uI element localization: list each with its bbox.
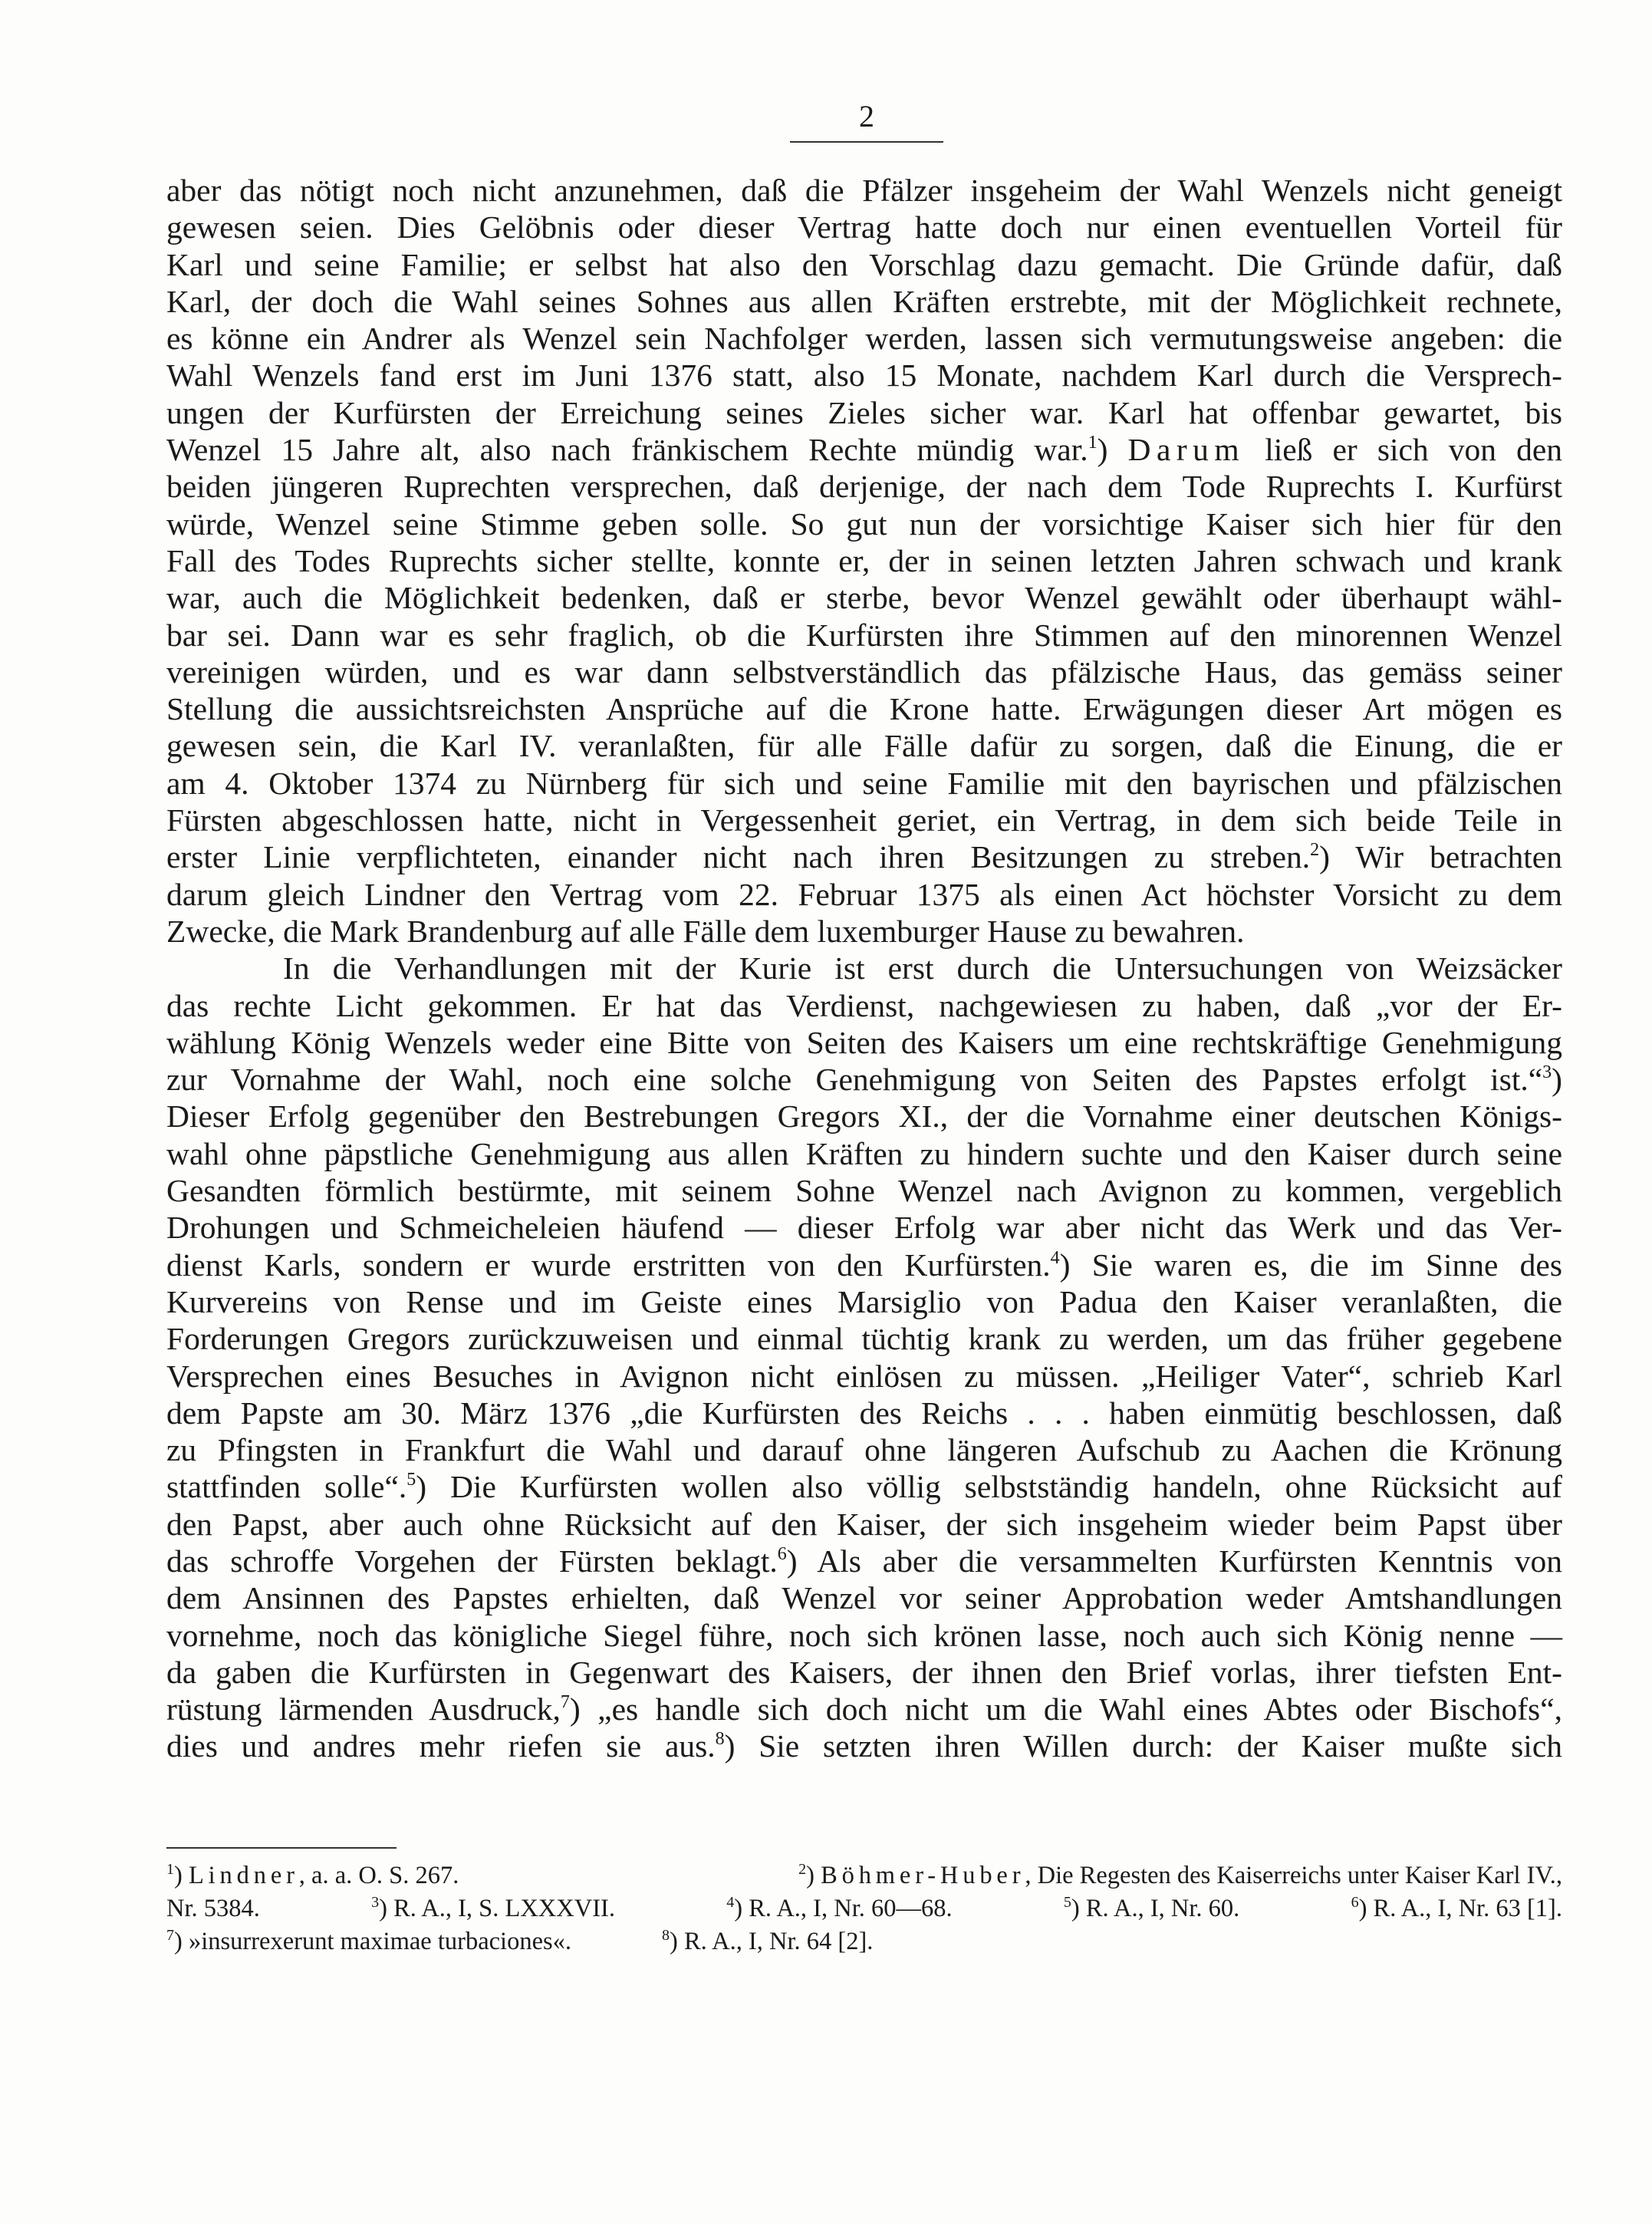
text-line: In die Verhandlungen mit der Kurie ist erst durch die Untersuchungen von Weizsäcker [283, 950, 1562, 986]
footnote-ref: 1 [1088, 433, 1097, 453]
footnote-ref: 5 [406, 1470, 416, 1490]
footnote-line [166, 1892, 1562, 1925]
footnote-2: $^2$) Böhmer-Huber, Die Regesten des Kaiserreichs unter Kaiser Karl IV., [798, 1861, 1562, 1889]
text-line: rüstung lärmenden Ausdruck,$^7$) „es handle sich doch nicht um die Wahl eines Abtes oder Bischofs“, [166, 1691, 1562, 1727]
page-number: 2 [859, 99, 874, 133]
text-line: Dieser Erfolg gegenüber den Bestrebungen Gregors XI., der die Vornahme einer deutschen Königs- [166, 1098, 1562, 1135]
footnote-ref: 6 [777, 1543, 787, 1564]
text-line: zur Vornahme der Wahl, noch eine solche Genehmigung von Seiten des Papstes erfolgt ist.“$^3$) [166, 1062, 1562, 1098]
footnote-ref: 7 [560, 1692, 570, 1713]
text-line: wählung König Wenzels weder eine Bitte von Seiten des Kaisers um eine rechtskräftige Genehmigung [166, 1024, 1562, 1060]
text-line: den Papst, aber auch ohne Rücksicht auf den Kaiser, der sich insgeheim wieder beim Papst über [166, 1506, 1562, 1542]
spaced-emphasis: Darum [1127, 432, 1246, 468]
text-line: ungen der Kurfürsten der Erreichung seines Zieles sicher war. Karl hat offenbar gewartet, bis [166, 394, 1562, 430]
text-line: vereinigen würden, und es war dann selbstverständlich das pfälzische Haus, das gemäss seiner [166, 654, 1562, 690]
footnote-1: $^1$) Lindner, a. a. O. S. 267. [166, 1861, 459, 1889]
text-line: da gaben die Kurfürsten in Gegenwart des Kaisers, der ihnen den Brief vorlas, ihrer tiefsten Ent- [166, 1654, 1562, 1690]
text-line: das rechte Licht gekommen. Er hat das Verdienst, nachgewiesen zu haben, daß „vor der Er- [166, 987, 1562, 1023]
text-line: dem Ansinnen des Papstes erhielten, daß Wenzel vor seiner Approbation weder Amtshandlungen [166, 1580, 1562, 1616]
footnote-line [166, 1859, 1562, 1892]
text-line: gewesen sein, die Karl IV. veranlaßten, für alle Fälle dafür zu sorgen, daß die Einung, die er [166, 728, 1562, 764]
text-line: dem Papste am 30. März 1376 „die Kurfürsten des Reichs . . . haben einmütig beschlossen, daß [166, 1395, 1562, 1431]
text-line: zu Pfingsten in Frankfurt die Wahl und darauf ohne längeren Aufschub zu Aachen die Krönung [166, 1432, 1562, 1468]
footnote-line [166, 1925, 1562, 1958]
footnote-2-cont: Nr. 5384. [166, 1895, 260, 1922]
text-line: Wenzel 15 Jahre alt, also nach fränkischem Rechte mündig war.$^1$) Darum ließ er sich von den [166, 432, 1562, 468]
footnote-ref: 8 [715, 1729, 725, 1750]
text-line: aber das nötigt noch nicht anzunehmen, daß die Pfälzer insgeheim der Wahl Wenzels nicht geneigt [166, 173, 1562, 208]
text-line: Kurvereins von Rense und im Geiste eines Marsiglio von Padua den Kaiser veranlaßten, die [166, 1283, 1562, 1319]
footnote-4: $^4$) R. A., I, Nr. 60—68. [726, 1894, 953, 1922]
text-line: dienst Karls, sondern er wurde erstritten von den Kurfürsten.$^4$) Sie waren es, die im Sinne des [166, 1247, 1562, 1283]
text-line: Stellung die aussichtsreichsten Ansprüche auf die Krone hatte. Erwägungen dieser Art mögen es [166, 691, 1562, 727]
text-line: war, auch die Möglichkeit bedenken, daß er sterbe, bevor Wenzel gewählt oder überhaupt wähl- [166, 580, 1562, 616]
text-line: Fürsten abgeschlossen hatte, nicht in Vergessenheit geriet, ein Vertrag, in dem sich beide Teile in [166, 802, 1562, 838]
footnote-ref: 3 [1542, 1062, 1552, 1083]
footnote-7: $^7$) »insurrexerunt maximae turbaciones«. [166, 1927, 572, 1955]
footnote-5: $^5$) R. A., I, Nr. 60. [1063, 1894, 1240, 1922]
text-line: Drohungen und Schmeicheleien häufend — dieser Erfolg war aber nicht das Werk und das Ver- [166, 1210, 1562, 1246]
text-line: Wahl Wenzels fand erst im Juni 1376 statt, also 15 Monate, nachdem Karl durch die Versprech- [166, 357, 1562, 394]
text-line: bar sei. Dann war es sehr fraglich, ob die Kurfürsten ihre Stimmen auf den minorennen Wenzel [166, 617, 1562, 653]
text-line: stattfinden solle“.$^5$) Die Kurfürsten wollen also völlig selbstständig handeln, ohne Rücksicht auf [166, 1469, 1562, 1505]
footnotes [166, 1859, 1562, 1958]
text-line: gewesen seien. Dies Gelöbnis oder dieser Vertrag hatte doch nur einen eventuellen Vorteil für [166, 209, 1562, 245]
text-line: beiden jüngeren Ruprechten versprechen, daß derjenige, der nach dem Tode Ruprechts I. Kurfürst [166, 469, 1562, 505]
text-line: darum gleich Lindner den Vertrag vom 22. Februar 1375 als einen Act höchster Vorsicht zu dem [166, 876, 1562, 912]
text-line: wahl ohne päpstliche Genehmigung aus allen Kräften zu hindern suchte und den Kaiser durch seine [166, 1135, 1562, 1171]
text-line: Fall des Todes Ruprechts sicher stellte, konnte er, der in seinen letzten Jahren schwach und krank [166, 542, 1562, 578]
text-line: erster Linie verpflichteten, einander nicht nach ihren Besitzungen zu streben.$^2$) Wir betrachten [166, 839, 1562, 875]
text-line: am 4. Oktober 1374 zu Nürnberg für sich und seine Familie mit den bayrischen und pfälzischen [166, 765, 1562, 801]
footnote-ref: 2 [1310, 840, 1320, 861]
footnote-6: $^6$) R. A., I, Nr. 63 [1]. [1351, 1894, 1562, 1922]
text-line: Versprechen eines Besuches in Avignon nicht einlösen zu müssen. „Heiliger Vater“, schrieb Karl [166, 1358, 1562, 1394]
text-line: Karl und seine Familie; er selbst hat also den Vorschlag dazu gemacht. Die Gründe dafür, daß [166, 246, 1562, 282]
text-line: Zwecke, die Mark Brandenburg auf alle Fälle dem luxemburger Hause zu bewahren. [166, 913, 1245, 949]
header-rule [790, 141, 943, 143]
text-line: Karl, der doch die Wahl seines Sohnes aus allen Kräften erstrebte, mit der Möglichkeit rechnete, [166, 283, 1562, 319]
text-line: es könne ein Andrer als Wenzel sein Nachfolger werden, lassen sich vermutungsweise angeben: die [166, 321, 1562, 357]
text-line: würde, Wenzel seine Stimme geben solle. So gut nun der vorsichtige Kaiser sich hier für den [166, 506, 1562, 542]
footnote-3: $^3$) R. A., I, S. LXXXVII. [371, 1894, 615, 1922]
footnote-ref: 4 [1050, 1247, 1060, 1268]
footnote-rule [166, 1847, 397, 1849]
text-line: Forderungen Gregors zurückzuweisen und einmal tüchtig krank zu werden, um das früher gegebene [166, 1321, 1562, 1357]
text-line: Gesandten förmlich bestürmte, mit seinem Sohne Wenzel nach Avignon zu kommen, vergeblich [166, 1173, 1562, 1209]
text-line: dies und andres mehr riefen sie aus.$^8$) Sie setzten ihren Willen durch: der Kaiser mußte sich [166, 1728, 1563, 1764]
text-line: das schroffe Vorgehen der Fürsten beklagt.$^6$) Als aber die versammelten Kurfürsten Kenntnis von [166, 1543, 1562, 1579]
footnote-8: $^8$) R. A., I, Nr. 64 [2]. [662, 1927, 874, 1955]
text-line: vornehme, noch das königliche Siegel führe, noch sich krönen lasse, noch auch sich König nenne — [166, 1617, 1562, 1653]
body-text [166, 172, 1562, 1765]
